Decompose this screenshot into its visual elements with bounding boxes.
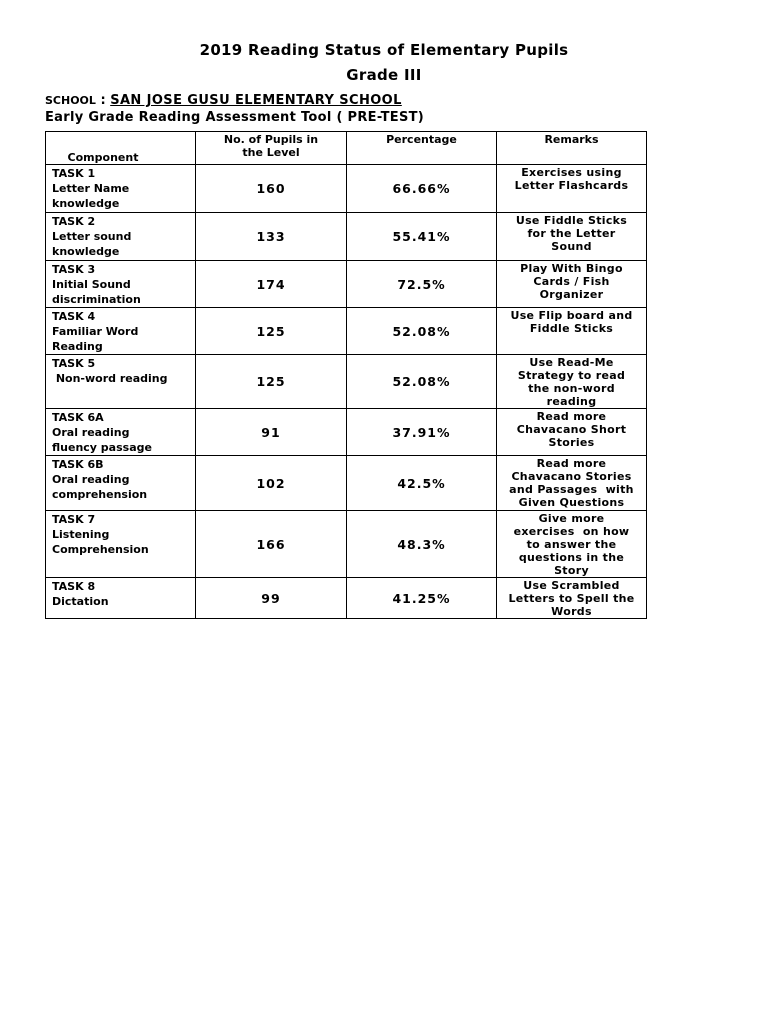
component-line: Letter Name [52, 182, 130, 195]
percentage-cell: 42.5% [347, 456, 497, 511]
table-row [46, 578, 647, 619]
component-cell [46, 409, 196, 456]
pupils-count-cell: 133 [196, 213, 347, 261]
remarks-line: Strategy to read [517, 369, 626, 382]
school-colon: : [95, 93, 111, 108]
remarks-line: Fiddle Sticks [529, 322, 614, 335]
remarks-line: for the Letter [527, 227, 616, 240]
remarks-line: Story [554, 564, 589, 577]
remarks-line: Play With Bingo [520, 262, 623, 275]
pupils-count-cell: 125 [196, 308, 347, 355]
remarks-line: Letters to Spell the [508, 592, 635, 605]
remarks-line: Letter Flashcards [514, 179, 629, 192]
component-line: Familiar Word [52, 325, 139, 338]
remarks-line: Use Read-Me [529, 356, 614, 369]
remarks-line: exercises on how [513, 525, 630, 538]
remarks-line: Words [551, 605, 592, 618]
school-label: SCHOOL [45, 94, 96, 107]
table-row [46, 165, 647, 213]
table-header-row [46, 132, 647, 165]
table-row [46, 355, 647, 409]
table-row [46, 456, 647, 511]
component-cell [46, 213, 196, 261]
component-line: Non-word reading [52, 372, 168, 385]
remarks-line: reading [546, 395, 597, 408]
header-percentage: Percentage [347, 132, 497, 165]
component-line: Letter sound [52, 230, 132, 243]
remarks-line: Cards / Fish [533, 275, 610, 288]
pupils-count-cell: 160 [196, 165, 347, 213]
remarks-line: Use Flip board and [510, 309, 633, 322]
remarks-line: Chavacano Short [516, 423, 627, 436]
percentage-cell: 48.3% [347, 511, 497, 578]
remarks-line: Exercises using [521, 166, 622, 179]
component-line: knowledge [52, 197, 120, 210]
component-line: Dictation [52, 595, 109, 608]
header-pupils-line: No. of Pupils in [223, 133, 319, 146]
component-line: fluency passage [52, 441, 152, 454]
component-cell [46, 308, 196, 355]
pupils-count-cell: 125 [196, 355, 347, 409]
component-line: TASK 3 [52, 263, 96, 276]
component-line: TASK 7 [52, 513, 96, 526]
remarks-line: Organizer [539, 288, 604, 301]
remarks-line: Use Fiddle Sticks [515, 214, 628, 227]
remarks-cell [497, 165, 647, 213]
component-cell [46, 261, 196, 308]
component-cell [46, 456, 196, 511]
table-row [46, 409, 647, 456]
remarks-cell [497, 261, 647, 308]
component-line: TASK 4 [52, 310, 96, 323]
remarks-line: Read more [536, 410, 607, 423]
pupils-count-cell: 166 [196, 511, 347, 578]
percentage-cell: 55.41% [347, 213, 497, 261]
header-component: Component [46, 132, 196, 165]
header-pupils-line: the Level [242, 146, 300, 159]
table-body [46, 165, 647, 619]
component-cell [46, 511, 196, 578]
component-line: Oral reading [52, 473, 130, 486]
remarks-line: Give more [538, 512, 605, 525]
table-row [46, 308, 647, 355]
component-line: Comprehension [52, 543, 149, 556]
table-row [46, 511, 647, 578]
page-title: 2019 Reading Status of Elementary Pupils [199, 41, 569, 59]
component-line: discrimination [52, 293, 141, 306]
remarks-line: Use Scrambled [523, 579, 620, 592]
remarks-cell [497, 213, 647, 261]
remarks-line: Sound [551, 240, 592, 253]
remarks-cell [497, 355, 647, 409]
percentage-cell: 52.08% [347, 308, 497, 355]
assessment-tool-title: Early Grade Reading Assessment Tool ( PRE-TEST) [45, 110, 425, 125]
remarks-line: Stories [548, 436, 595, 449]
remarks-cell [497, 409, 647, 456]
table-row [46, 261, 647, 308]
reading-status-table [45, 131, 647, 619]
component-line: TASK 8 [52, 580, 96, 593]
component-line: TASK 6A [52, 411, 104, 424]
percentage-cell: 66.66% [347, 165, 497, 213]
component-line: TASK 2 [52, 215, 96, 228]
header-pupils [196, 132, 347, 165]
remarks-line: to answer the [526, 538, 617, 551]
component-line: TASK 6B [52, 458, 104, 471]
percentage-cell: 37.91% [347, 409, 497, 456]
component-line: comprehension [52, 488, 148, 501]
remarks-line: Chavacano Stories [511, 470, 632, 483]
pupils-count-cell: 102 [196, 456, 347, 511]
remarks-cell [497, 578, 647, 619]
percentage-cell: 41.25% [347, 578, 497, 619]
percentage-cell: 72.5% [347, 261, 497, 308]
component-cell [46, 355, 196, 409]
grade-title: Grade III [346, 66, 422, 84]
percentage-cell: 52.08% [347, 355, 497, 409]
remarks-line: questions in the [518, 551, 625, 564]
component-line: Initial Sound [52, 278, 131, 291]
component-line: TASK 5 [52, 357, 96, 370]
school-name: SAN JOSE GUSU ELEMENTARY SCHOOL [110, 93, 402, 108]
component-cell [46, 578, 196, 619]
remarks-cell [497, 308, 647, 355]
remarks-line: Given Questions [518, 496, 625, 509]
pupils-count-cell: 91 [196, 409, 347, 456]
remarks-cell [497, 456, 647, 511]
remarks-cell [497, 511, 647, 578]
component-line: Reading [52, 340, 103, 353]
school-line [45, 89, 402, 108]
component-line: Listening [52, 528, 110, 541]
table-row [46, 213, 647, 261]
remarks-line: Read more [536, 457, 607, 470]
header-remarks: Remarks [497, 132, 647, 165]
component-cell [46, 165, 196, 213]
remarks-line: and Passages with [509, 483, 634, 496]
remarks-line: the non-word [528, 382, 615, 395]
component-line: Oral reading [52, 426, 130, 439]
component-line: knowledge [52, 245, 120, 258]
component-line: TASK 1 [52, 167, 96, 180]
pupils-count-cell: 174 [196, 261, 347, 308]
pupils-count-cell: 99 [196, 578, 347, 619]
